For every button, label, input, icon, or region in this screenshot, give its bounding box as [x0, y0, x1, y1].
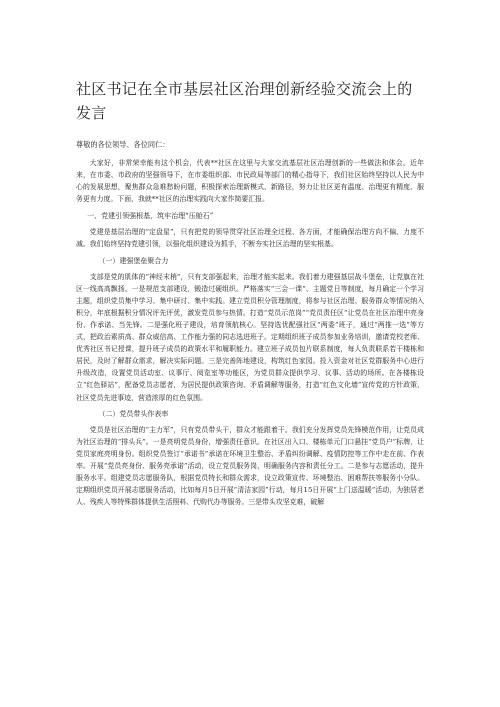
subsection-2-paragraph: 党员是社区治理的“主力军”，只有党员带头干，群众才能跟着干。我们充分发挥党员先锋模范作用，让党员成为社区治理的“排头兵”。一是亮明党员身份，增强责任意识。在社区出入口、楼栋单元门口悬挂“党员户”标牌，让党员家庭亮明身份。组织党员签订“承诺书”承诺在环境卫生整治、矛盾纠纷调解、疫情防控等工作中走在前、作表率。开展“党员亮身份、服务亮承诺”活动，设立党员服务岗，明确服务内容和责任分工。二是参与志愿活动，提升服务水平。组建党员志愿服务队，根据党员特长和群众需求，设立政策宣传、环境整治、困难帮扶等服务小分队。定期组织党员开展志愿服务活动，比如每月5日开展“清洁家园”行动，每月15日开展“上门送温暖”活动，为独居老人、残疾人等特殊群体提供生活照料、代购代办等服务。三是带头攻坚克难，破解 — [76, 425, 424, 507]
subsection-2-heading: （二）党员带头作表率 — [98, 409, 169, 418]
subsection-1-paragraph: 支部是党的肌体的“神经末梢”，只有支部强起来，治理才能实起来。我们着力建强基层战斗堡垒，让党旗在社区一线高高飘扬。一是规范支部建设，锻造过硬组织。严格落实“三会一课”、主题党日等制度，每月确定一个学习主题，组织党员集中学习、集中研讨、集中实践。建立党员积分管理制度，将参与社区治理、服务群众等情况纳入积分，年底根据积分情况评先评优，激发党员参与热情。打造“党员示范岗”“党员责任区”让党员在社区治理中亮身份、作承诺、当先锋。二是强化班子建设，培育领航核心。坚持选优配强社区“两委”班子，通过“两推一选”等方式，把政治素质高、群众威信高、工作能力强的同志选进班子。定期组织班子成员参加业务培训，邀请党校老师、优秀社区书记授课，提升班子成员的政策水平和履职能力。建立班子成员包片联系制度，每人负责联系若干楼栋和居民，及时了解群众需求，解决实际问题。三是完善阵地建设，构筑红色家园。投入资金对社区党群服务中心进行升级改造，设置党员活动室、议事厅、阅览室等功能区，为党员群众提供学习、议事、活动的场所。在各楼栋设立“红色驿站”，配备党员志愿者，为居民提供政策咨询、矛盾调解等服务，打造“红色文化墙”宣传党的方针政策、社区党员先进事迹，营造浓厚的红色氛围。 — [76, 272, 424, 402]
salutation: 尊敬的各位领导、各位同仁： — [76, 140, 170, 149]
subsection-1-heading: （一）建强堡垒聚合力 — [98, 256, 169, 265]
section-1-heading: 一、党建引领强根基，筑牢治理“压舱石” — [87, 212, 214, 221]
intro-paragraph: 大家好，非常荣幸能有这个机会，代表**社区在这里与大家交流基层社区治理创新的一些做法和体会。近年来，在市委、市政府的坚强领导下，在市委组织部、市民政局等部门的精心指导下，我们社区始终坚持以人民为中心的发展思想，聚焦群众急难愁盼问题，积极探索治理新模式、新路径，努力让社区更有温度、治理更有精度、服务更有力度。下面，我就**社区的治理实践向大家作简要汇报。 — [76, 159, 424, 204]
document-title: 社区书记在全市基层社区治理创新经验交流会上的发言 — [76, 80, 413, 122]
section-1-paragraph: 党建是基层治理的“定盘星”，只有把党的领导贯穿社区治理全过程、各方面，才能确保治理方向不偏、力度不减。我们始终坚持党建引领，以强化组织建设为抓手，不断夯实社区治理的坚实根基。 — [76, 228, 424, 249]
